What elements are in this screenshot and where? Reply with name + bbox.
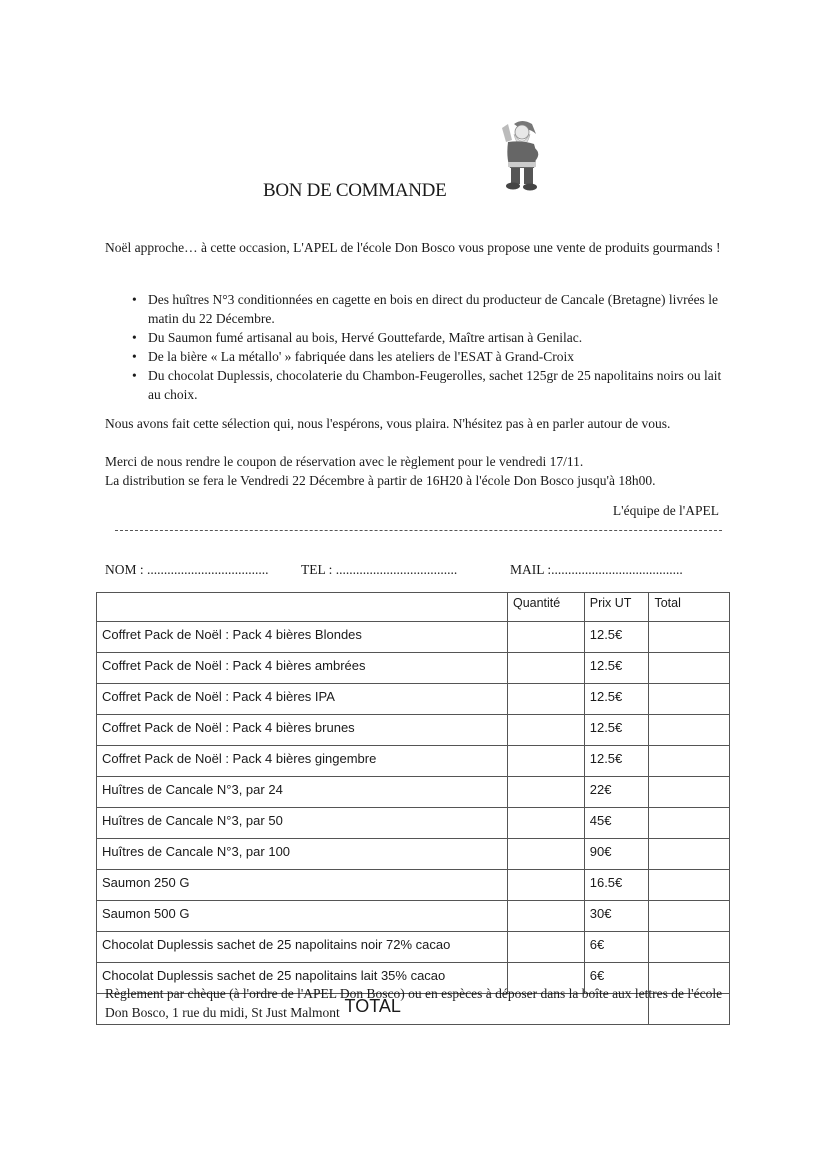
bullet-icon: • [132,368,137,383]
table-row [97,839,730,870]
product-cell: Chocolat Duplessis sachet de 25 napolitains noir 72% cacao [97,932,508,963]
product-cell: Coffret Pack de Noël : Pack 4 bières gingembre [97,746,508,777]
price-cell: 30€ [584,901,649,932]
table-row [97,901,730,932]
total-cell[interactable] [649,901,730,932]
quantity-cell[interactable] [507,622,584,653]
table-row [97,746,730,777]
selection-paragraph: Nous avons fait cette sélection qui, nous l'espérons, vous plaira. N'hésitez pas à en parler autour de vous. [105,416,671,431]
table-row [97,653,730,684]
product-cell: Coffret Pack de Noël : Pack 4 bières IPA [97,684,508,715]
quantity-cell[interactable] [507,777,584,808]
table-row [97,684,730,715]
product-cell: Huîtres de Cancale N°3, par 24 [97,777,508,808]
product-cell: Huîtres de Cancale N°3, par 50 [97,808,508,839]
mail-field[interactable]: MAIL :....................................... [510,562,683,577]
list-item: • Des huîtres N°3 conditionnées en cagette en bois en direct du producteur de Cancale (Bretagne) livrées le matin du 22 Décembre. [132,292,718,326]
total-cell[interactable] [649,808,730,839]
total-cell[interactable] [649,777,730,808]
quantity-cell[interactable] [507,808,584,839]
distribution-paragraph: La distribution se fera le Vendredi 22 Décembre à partir de 16H20 à l'école Don Bosco jusqu'à 18h00. [105,473,656,488]
nom-field[interactable]: NOM : .................................... [105,562,269,577]
header-product [97,593,508,622]
list-item: • Du Saumon fumé artisanal au bois, Hervé Gouttefarde, Maître artisan à Genilac. [132,330,583,345]
product-cell: Saumon 500 G [97,901,508,932]
santa-claus-icon [492,118,546,192]
product-cell: Coffret Pack de Noël : Pack 4 bières Blondes [97,622,508,653]
total-label: TOTAL [97,994,649,1025]
header-unit-price: Prix UT [584,593,649,622]
product-cell: Coffret Pack de Noël : Pack 4 bières brunes [97,715,508,746]
list-item: • De la bière « La métallo' » fabriquée dans les ateliers de l'ESAT à Grand-Croix [132,349,574,364]
payment-note: Règlement par chèque (à l'ordre de l'APEL Don Bosco) ou en espèces à déposer dans la boîte aux lettres de l'école Don Bosco, 1 rue du midi, St Just Malmont [105,986,723,1020]
total-cell[interactable] [649,653,730,684]
table-row [97,715,730,746]
price-cell: 12.5€ [584,622,649,653]
total-cell[interactable] [649,684,730,715]
table-row [97,932,730,963]
price-cell: 6€ [584,963,649,994]
return-deadline-paragraph: Merci de nous rendre le coupon de réservation avec le règlement pour le vendredi 17/11. [105,454,584,469]
header-quantity: Quantité [507,593,584,622]
cut-line-divider [115,530,722,531]
total-cell[interactable] [649,932,730,963]
order-table [96,592,730,1025]
table-header-row [97,593,730,622]
total-cell[interactable] [649,746,730,777]
quantity-cell[interactable] [507,839,584,870]
quantity-cell[interactable] [507,901,584,932]
total-cell[interactable] [649,839,730,870]
total-cell[interactable] [649,715,730,746]
price-cell: 12.5€ [584,746,649,777]
product-cell: Coffret Pack de Noël : Pack 4 bières ambrées [97,653,508,684]
product-cell: Chocolat Duplessis sachet de 25 napolitains lait 35% cacao [97,963,508,994]
quantity-cell[interactable] [507,653,584,684]
price-cell: 90€ [584,839,649,870]
header-total: Total [649,593,730,622]
table-row [97,870,730,901]
quantity-cell[interactable] [507,746,584,777]
bullet-icon: • [132,349,137,364]
total-cell[interactable] [649,622,730,653]
products-list [105,290,725,404]
quantity-cell[interactable] [507,715,584,746]
tel-field[interactable]: TEL : .................................... [301,562,458,577]
price-cell: 6€ [584,932,649,963]
intro-text: Noël approche… à cette occasion, L'APEL de l'école Don Bosco vous propose une vente de produits gourmands ! [105,240,721,255]
signature: L'équipe de l'APEL [612,503,719,518]
price-cell: 12.5€ [584,684,649,715]
price-cell: 22€ [584,777,649,808]
list-item: • Du chocolat Duplessis, chocolaterie du Chambon-Feugerolles, sachet 125gr de 25 napolitains noirs ou lait au choix. [132,368,722,402]
total-cell[interactable] [649,870,730,901]
price-cell: 45€ [584,808,649,839]
price-cell: 12.5€ [584,715,649,746]
quantity-cell[interactable] [507,684,584,715]
table-row [97,622,730,653]
bullet-icon: • [132,330,137,345]
bullet-icon: • [132,292,137,307]
page-title: BON DE COMMANDE [263,180,447,201]
price-cell: 12.5€ [584,653,649,684]
product-cell: Saumon 250 G [97,870,508,901]
price-cell: 16.5€ [584,870,649,901]
quantity-cell[interactable] [507,932,584,963]
table-row [97,777,730,808]
quantity-cell[interactable] [507,870,584,901]
table-row [97,808,730,839]
product-cell: Huîtres de Cancale N°3, par 100 [97,839,508,870]
